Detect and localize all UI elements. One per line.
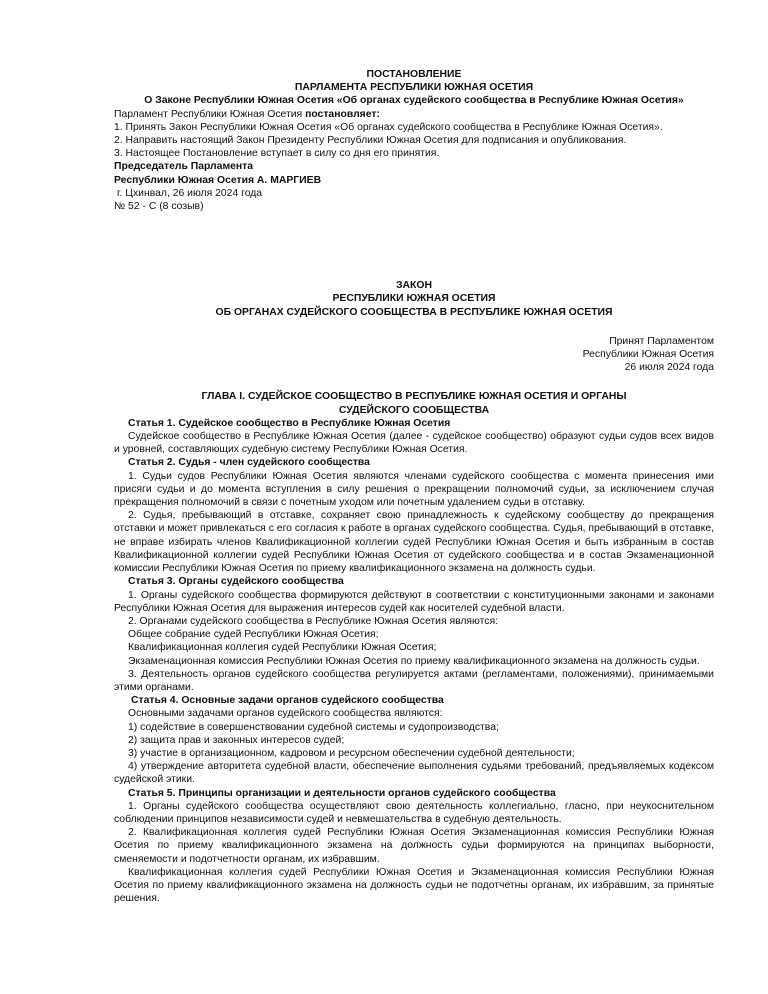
place-date: г. Цхинвал, 26 июля 2024 года: [117, 187, 263, 199]
decree-subject: О Законе Республики Южная Осетия «Об органах судейского сообщества в Республике Южная Осетия»: [144, 95, 684, 107]
article-title: Статья 2. Судья - член судейского сообщества: [128, 457, 370, 469]
signer-name: Республики Южная Осетия А. МАРГИЕВ: [114, 174, 322, 186]
decree-title: ПОСТАНОВЛЕНИЕ: [366, 69, 462, 80]
decree-item: 3. Настоящее Постановление вступает в силу со дня его принятия.: [114, 148, 440, 160]
list-item: 3) участие в организационном, кадровом и ресурсном обеспечении судебной деятельности;: [128, 747, 575, 759]
list-item: Экзаменационная комиссия Республики Южная Осетия по приему квалификационного экзамена на должность судьи.: [128, 655, 700, 667]
list-item: Квалификационная коллегия судей Республики Южная Осетия;: [128, 642, 437, 654]
article-paragraph: 2. Органами судейского сообщества в Республике Южная Осетия являются:: [128, 615, 498, 627]
decree-item: 1. Принять Закон Республики Южная Осетия «Об органах судейского сообщества в Республике Южная Осетия».: [114, 121, 663, 133]
article-title: Статья 4. Основные задачи органов судейского сообщества: [131, 695, 444, 707]
decree-item: 2. Направить настоящий Закон Президенту Республики Южная Осетия для подписания и опубликования.: [114, 135, 627, 147]
article-paragraph: 2. Квалификационная коллегия судей Республики Южная Осетия Экзаменационная комиссия Республики Южная Осетия по приему квалификационного экзамена на должность судьи формируются на принципах выборности, сменяемости и подотчетности органам, их избравшим.: [114, 827, 714, 865]
article-paragraph: 3. Деятельность органов судейского сообщества регулируется актами (регламентами, положениями), принимаемыми этими органами.: [114, 668, 714, 693]
article-paragraph: 1. Органы судейского сообщества осуществляют свою деятельность коллегиально, гласно, при неукоснительном соблюдении принципов независимости судей и невмешательства в судебную деятельность.: [114, 800, 714, 825]
chapter-title: ГЛАВА I. СУДЕЙСКОЕ СООБЩЕСТВО В РЕСПУБЛИКЕ ЮЖНАЯ ОСЕТИЯ И ОРГАНЫ: [201, 391, 627, 403]
article-paragraph: Квалификационная коллегия судей Республики Южная Осетия и Экзаменационная комиссия Республики Южная Осетия по приему квалификационного экзамена на должность судьи не подотчетны органам, их избравшим, за принятые решения.: [114, 866, 714, 905]
list-item: 1) содействие в совершенствовании судебной системы и судопроизводства;: [128, 721, 499, 733]
article-paragraph: 1. Органы судейского сообщества формируются действуют в соответствии с конституционными законами и законами Республики Южная Осетия для выражения интересов судей как носителей судебной власти.: [114, 589, 714, 614]
chapter-title-cont: СУДЕЙСКОГО СООБЩЕСТВА: [338, 404, 490, 416]
decree-title-issuer: ПАРЛАМЕНТА РЕСПУБЛИКИ ЮЖНАЯ ОСЕТИЯ: [294, 82, 534, 94]
adopted-line: Принят Парламентом: [609, 335, 714, 347]
decree-intro: Парламент Республики Южная Осетия постановляет:: [114, 108, 380, 120]
article-title: Статья 3. Органы судейского сообщества: [128, 576, 344, 588]
article-paragraph: Судейское сообщество в Республике Южная Осетия (далее - судейское сообщество) образуют судьи судов всех видов и уровней, составляющих судебную систему Республики Южная Осетия.: [114, 431, 714, 456]
law-title-republic: РЕСПУБЛИКИ ЮЖНАЯ ОСЕТИЯ: [332, 293, 496, 305]
adopted-line: Республики Южная Осетия: [582, 349, 714, 361]
document-page: [114, 68, 714, 905]
list-item: 2) защита прав и законных интересов судей;: [128, 734, 345, 746]
signer-title: Председатель Парламента: [114, 161, 254, 173]
list-item: 4) утверждение авторитета судебной власти, обеспечение выполнения судьями требований, предъявляемых кодексом судейской этики.: [114, 761, 714, 786]
adopted-date: 26 июля 2024 года: [624, 362, 714, 374]
article-paragraph: 2. Судья, пребывающий в отставке, сохраняет свою принадлежность к судейскому сообществу до прекращения отставки и может привлекаться с его согласия к работе в органах судейского сообщества. Судья, пребывающий в отставке, не вправе избирать членов Квалификационной коллегии судей Республики Южная Осетия и быть избранным в состав Квалификационной коллегии судей Республики Южная Осетия от судейского сообщества и в состав Экзаменационной комиссии Республики Южная Осетия по приему квалификационного экзамена на должность судьи.: [114, 510, 714, 575]
article-paragraph: Основными задачами органов судейского сообщества являются:: [128, 708, 443, 720]
law-title-subject: ОБ ОРГАНАХ СУДЕЙСКОГО СООБЩЕСТВА В РЕСПУБЛИКЕ ЮЖНАЯ ОСЕТИЯ: [215, 306, 613, 318]
article-title: Статья 5. Принципы организации и деятельности органов судейского сообщества: [128, 787, 556, 799]
law-title: ЗАКОН: [396, 280, 432, 292]
decree-number: № 52 - С (8 созыв): [114, 201, 204, 213]
list-item: Общее собрание судей Республики Южная Осетия;: [128, 629, 379, 641]
article-paragraph: 1. Судьи судов Республики Южная Осетия являются членами судейского сообщества с момента принесения ими присяги судьи и до момента вступления в силу решения о прекращении полномочий судьи, за исключением случая прекращения полномочий в связи с почетным уходом или почетным удалением судьи в отставку.: [114, 470, 714, 509]
article-title: Статья 1. Судейское сообщество в Республике Южная Осетия: [128, 417, 451, 429]
